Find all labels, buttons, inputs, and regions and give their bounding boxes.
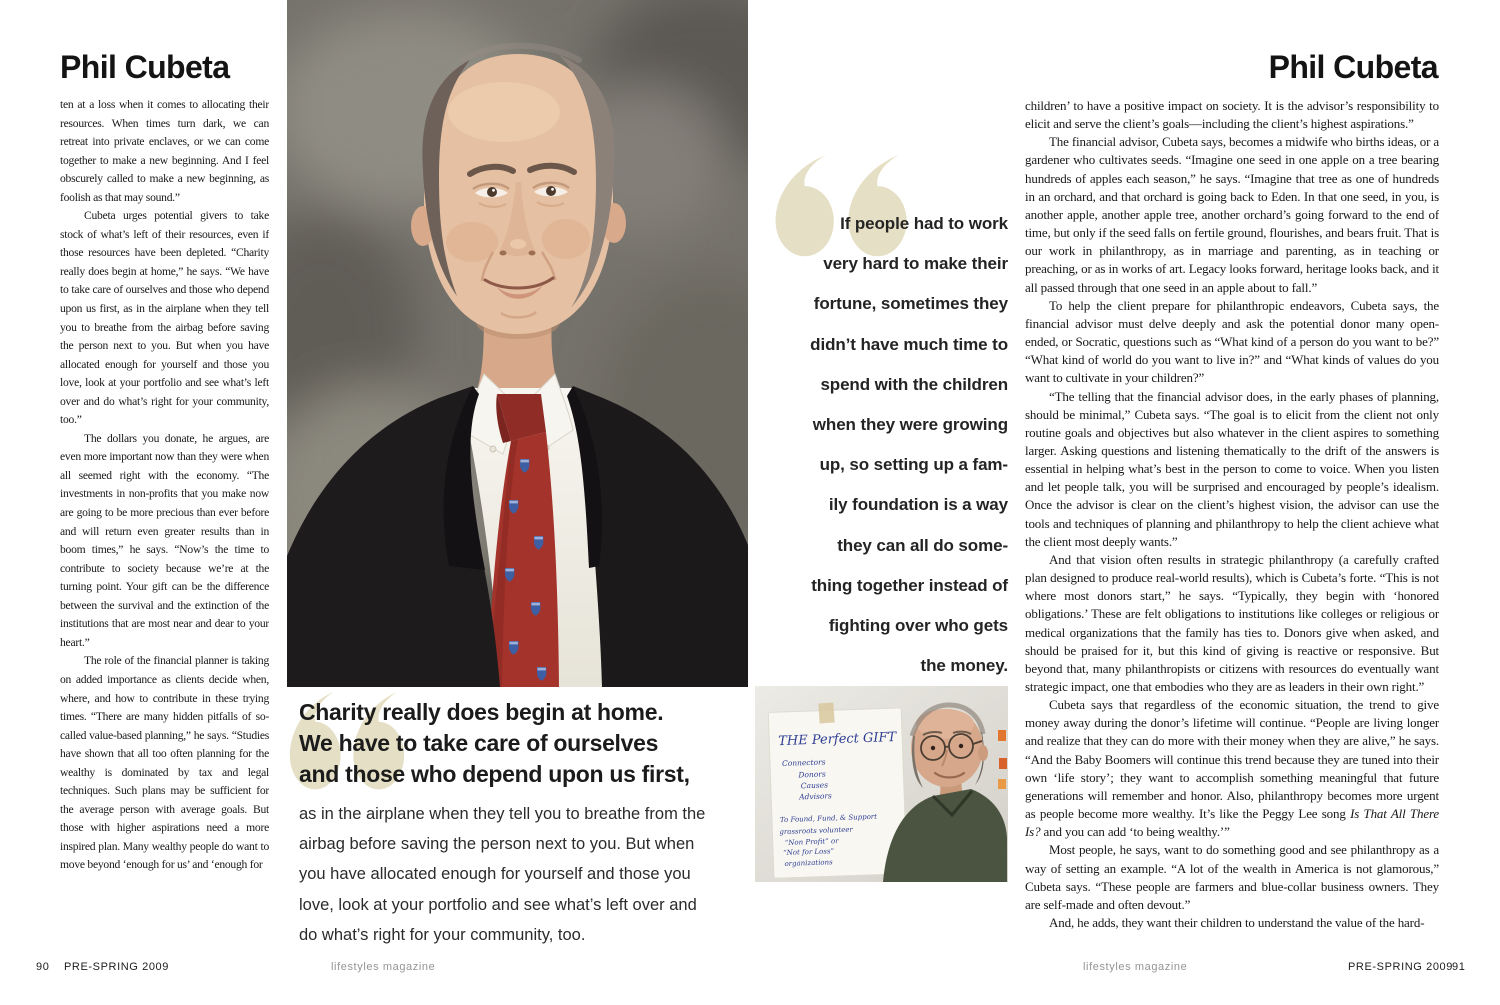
whiteboard-list-item: Advisors xyxy=(799,791,832,802)
pull-quote-line: We have to take care of ourselves xyxy=(299,730,659,756)
whiteboard-list-item: Connectors xyxy=(781,757,826,769)
body-paragraph: The financial advisor, Cubeta says, becomes a midwife who births ideas, or a gardener who cultivates seeds. “Imagine one seed in one apple on a tree bearing hundreds of apples each season,” he says. “Imagine that tree as one of hundreds in an orchard, and that orchard is going back to Eden. In that one seed, in you, is another apple, another apple tree, another orchard’s going forward to the end of time, but only if the seed falls on fertile ground, flourishes, and bears fruit. That is our work in philanthropy, as in marriage and parenting, as in teaching or preaching, or as in works of art. Legacy looks forward, heritage looks back, and it all passed through that one seed in an apple about to fall.” xyxy=(1025,134,1439,295)
pull-quote-line: If people had to work xyxy=(840,214,1008,233)
magazine-name-left: lifestyles magazine xyxy=(331,961,436,973)
pull-quote-line: and those who depend upon us first, xyxy=(299,761,690,787)
right-article-column xyxy=(1025,97,1439,945)
whiteboard-note-line: “Not for Loss” xyxy=(782,847,835,858)
body-paragraph: And that vision often results in strategic philanthropy (a carefully crafted plan designed to produce real-world results), which is Cubeta’s forte. “This is not where most donors start,” he says. “Typically, they begin with ‘honored obligations.’ These are felt obligations to institutions like colleges or religious or medical organizations that the family has ties to. Donors give when asked, and should be praised for it, but this kind of giving is reactive or responsive. But beyond that, many philanthropists or citizens with resources do eventually want strategic impact, one that embodies who they are as leaders in their own right.” xyxy=(1025,551,1439,694)
whiteboard-list-item: Donors xyxy=(798,769,826,780)
whiteboard-photo xyxy=(755,686,1008,882)
magazine-name-right: lifestyles magazine xyxy=(1083,961,1188,973)
body-paragraph: Cubeta says that regardless of the economic situation, the trend to give money away during the donor’s lifetime will continue. “People are living longer and realize that they can do more with their money when they are alive,” he says. “And the Baby Boomers will continue this trend because they are tuned into their own ‘life story’; they want to accomplish something meaningful that future generations will remember and honor. Also, philanthropy becomes more urgent as people become more wealthy. It’s like the Peggy Lee song Is That All There Is? and you can add ‘to being wealthy.’” xyxy=(1025,697,1439,840)
pull-quote-line: thing together instead of xyxy=(811,575,1008,595)
pull-quote-line: when they were growing xyxy=(812,415,1008,435)
pull-quote-line: very hard to make their xyxy=(823,254,1008,274)
whiteboard-note-line: “Non Profit” or xyxy=(784,837,839,847)
whiteboard-title: THE Perfect GIFT xyxy=(777,730,897,750)
body-paragraph: The dollars you donate, he argues, are even more important now than they were when all seemed right with the economy. “The investments in non-profits that you make now are going to be more precious than ever before and will return even greater results than in boom times,” he says. “Now’s the time to contribute to society because we’re at the turning point. Your gift can be the difference between the survival and the extinction of the institutions that are most near and dear to your heart.” xyxy=(60,431,269,649)
left-article-column xyxy=(60,96,269,948)
pull-quote-line: Charity really does begin at home. xyxy=(299,699,664,725)
pull-quote-line: love, look at your portfolio and see what’s left over and xyxy=(299,895,697,914)
pull-quote-left-light xyxy=(299,799,734,950)
body-paragraph: And, he adds, they want their children to understand the value of the hard- xyxy=(1049,915,1425,931)
body-paragraph: children’ to have a positive impact on society. It is the advisor’s responsibility to elicit and serve the client’s goals—including the client’s highest aspirations.” xyxy=(1025,98,1439,132)
pull-quote-left xyxy=(299,697,734,950)
pull-quote-line: fortune, sometimes they xyxy=(813,294,1008,314)
pull-quote-line: the money. xyxy=(920,656,1008,676)
pull-quote-line: fighting over who gets xyxy=(828,616,1008,636)
whiteboard-note-line: organizations xyxy=(784,858,833,868)
body-paragraph: Cubeta urges potential givers to take stock of what’s left of their resources, even if those resources have been depleted. “Charity really does begin at home,” he says. “We have to take care of ourselves and those who depend upon us first, as in the airplane when they tell you to breathe from the airbag before saving the person next to you. But when you have allocated enough for yourself and those you love, look at your portfolio and see what’s left over and do what’s right for your community, too.” xyxy=(60,209,269,427)
pull-quote-line: didn’t have much time to xyxy=(810,334,1008,354)
pull-quote-line: up, so setting up a fam- xyxy=(819,455,1008,475)
page-number-left: 90 xyxy=(36,961,50,973)
pull-quote-center xyxy=(720,204,1008,686)
body-paragraph: “The telling that the financial advisor does, in the early phases of planning, should be minimal,” Cubeta says. “The goal is to elicit from the client not only routine goals and objectives but also whatever in the client aspires to something larger. Asking questions and listening thematically to the drift of the answers is essential in helping what’s best in the person to come to voice. When you listen and let people talk, you will be surprised and encouraged by people’s idealism. Once the advisor is clear on the client’s highest vision, the advisor can use the tools and techniques of planning and philanthropy to help the client achieve what the client most deeply wants.” xyxy=(1025,388,1439,549)
pull-quote-left-bold xyxy=(299,697,734,790)
page-number-right: 91 xyxy=(1452,961,1466,973)
issue-label-left: PRE-SPRING 2009 xyxy=(64,961,169,973)
body-paragraph: Most people, he says, want to do something good and see philanthropy as a way of setting an example. “A lot of the wealth in America is not glamorous,” Cubeta says. “These people are farmers and blue-collar business owners. They are self-made and often devout.” xyxy=(1025,842,1439,912)
issue-label-right: PRE-SPRING 2009 xyxy=(1348,961,1453,973)
whiteboard-note-line: grassroots volunteer xyxy=(779,825,853,837)
page-title-left: Phil Cubeta xyxy=(60,49,230,85)
pull-quote-line: do what’s right for your community, too. xyxy=(299,925,586,944)
portrait-photo xyxy=(287,0,748,687)
body-paragraph: ten at a loss when it comes to allocating their resources. When times turn dark, we can retreat into private enclaves, or we can come together to make a new beginning. And I feel obscurely called to make a new beginning, as foolish as that may sound.” xyxy=(60,98,269,204)
pull-quote-line: they can all do some- xyxy=(837,535,1008,555)
whiteboard-list-item: Causes xyxy=(800,780,829,791)
whiteboard-note-line: To Found, Fund, & Support xyxy=(779,812,878,825)
pull-quote-line: you have allocated enough for yourself and those you xyxy=(299,865,691,884)
pull-quote-line: ily foundation is a way xyxy=(828,495,1008,515)
pull-quote-line: airbag before saving the person next to you. But when xyxy=(299,835,695,854)
pull-quote-line: as in the airplane when they tell you to breathe from the xyxy=(299,805,706,823)
page-title-right: Phil Cubeta xyxy=(1268,49,1438,85)
pull-quote-line: spend with the children xyxy=(820,374,1008,394)
body-paragraph: The role of the financial planner is taking on added importance as clients decide when, where, and how to contribute in these trying times. “There are many hidden pitfalls of so-called value-based planning,” he says. “Studies have shown that all too often planning for the wealthy is dominated by tax and legal techniques. Such plans may be sufficient for the average person with average goals. But those with higher aspirations need a more inspired plan. Many wealthy people do want to move beyond ‘enough for us’ and ‘enough for xyxy=(60,654,269,872)
body-paragraph: To help the client prepare for philanthropic endeavors, Cubeta says, the financial advisor must delve deeply and ask the potential donor many open-ended, or Socratic, questions such as “What kind of a person do you want to be?” “What kind of world do you want to live in?” and “What kinds of values do you want to cultivate in your children?” xyxy=(1025,297,1439,386)
